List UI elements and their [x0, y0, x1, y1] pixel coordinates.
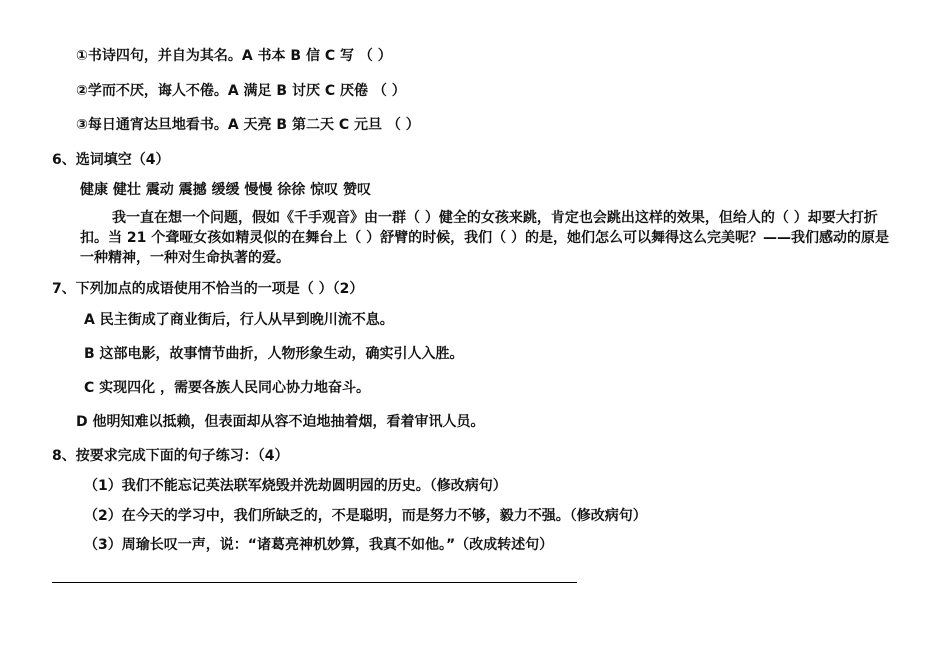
answer-line[interactable] — [52, 582, 577, 583]
q7-option-b: B 这部电影，故事情节曲折，人物形象生动，确实引人入胜。 — [84, 346, 464, 362]
q7-title: 7、下列加点的成语使用不恰当的一项是（ ）（2） — [52, 281, 364, 297]
q8-item-1: （1）我们不能忘记英法联军烧毁并洗劫圆明园的历史。（修改病句） — [84, 478, 507, 494]
q7-option-d: D 他明知难以抵赖，但表面却从容不迫地抽着烟，看着审讯人员。 — [76, 414, 485, 430]
q8-title: 8、按要求完成下面的句子练习：（4） — [52, 448, 289, 464]
q5-item-1: ①书诗四句，并自为其名。A 书本 B 信 C 写 （ ） — [76, 48, 392, 64]
q7-option-a: A 民主街成了商业街后，行人从早到晚川流不息。 — [84, 312, 394, 328]
q7-option-c: C 实现四化 ，需要各族人民同心协力地奋斗。 — [84, 380, 371, 396]
q8-item-2: （2）在今天的学习中，我们所缺乏的，不是聪明，而是努力不够，毅力不强。（修改病句） — [84, 508, 647, 524]
q6-passage: 我一直在想一个问题，假如《千手观音》由一群（ ）健全的女孩来跳，肯定也会跳出这样的效果，但给人的（ ）却要大打折扣。当 21 个聋哑女孩如精灵似的在舞台上（ ）舒臂的时候，我们（ ）的是，她们怎么可以舞得这么完美呢？——我们感动的原是一种精神，一种对生命执著的爱。 — [80, 210, 889, 266]
q8-item-3: （3）周瑜长叹一声，说：“诸葛亮神机妙算，我真不如他。”（改成转述句） — [84, 537, 554, 553]
q6-title: 6、选词填空（4） — [52, 152, 170, 168]
q5-item-2: ②学而不厌，诲人不倦。A 满足 B 讨厌 C 厌倦 （ ） — [76, 83, 406, 99]
q6-word-bank: 健康 健壮 震动 震撼 缓缓 慢慢 徐徐 惊叹 赞叹 — [80, 182, 371, 198]
q5-item-3: ③每日通宵达旦地看书。A 天亮 B 第二天 C 元旦 （ ） — [76, 117, 420, 133]
